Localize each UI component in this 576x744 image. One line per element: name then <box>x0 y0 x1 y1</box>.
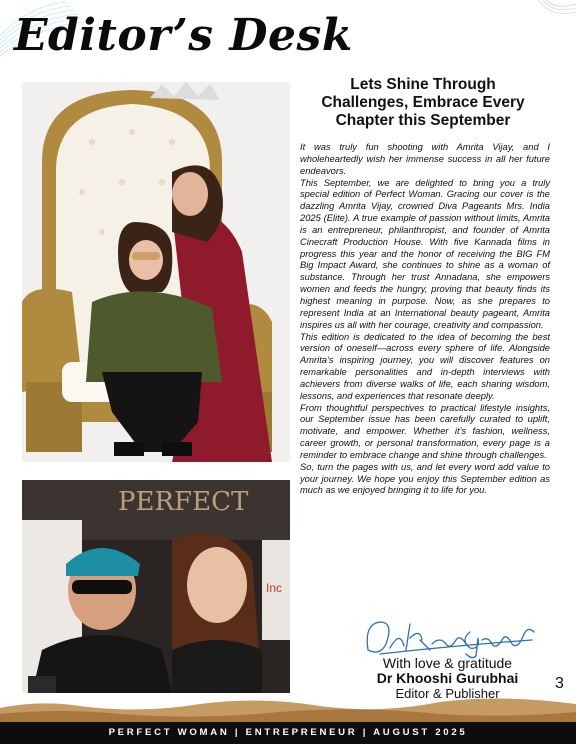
footer-text: PERFECT WOMAN | ENTREPRENEUR | AUGUST 2025 <box>108 727 468 738</box>
editor-role: Editor & Publisher <box>395 686 500 701</box>
headline-line-3: Chapter this September <box>335 112 511 129</box>
cover-photo-throne <box>22 82 290 462</box>
headline-line-1: Lets Shine Through <box>350 76 496 93</box>
page-title: Editor’s Desk <box>14 10 353 61</box>
body-paragraph: So, turn the pages with us, and let every word add value to your journey. We hope you enjoy this September edition as much as we enjoyed bringing it to life for you. <box>300 461 550 496</box>
sign-off-greeting: With love & gratitude <box>382 655 513 671</box>
desert-ground-decoration <box>0 688 576 722</box>
throne-photo-illustration <box>22 82 290 462</box>
headline-line-2: Challenges, Embrace Every <box>321 94 525 111</box>
article-body <box>300 142 550 497</box>
body-paragraph: From thoughtful perspectives to practical lifestyle insights, our September issue has been carefully curated to uplift, motivate, and empower. Whether it’s fashion, wellness, career growth, or personal transformation, every page is a reminder to embrace change and shine through challenges. <box>300 402 550 460</box>
editor-name: Dr Khooshi Gurubhai <box>376 670 519 686</box>
page-number: 3 <box>555 675 564 692</box>
body-paragraph: It was truly fun shooting with Amrita Vijay, and I wholeheartedly wish her immense success in all her future endeavors. <box>300 142 550 176</box>
backdrop-side-text: Inc <box>266 581 283 595</box>
handwritten-signature <box>360 610 540 660</box>
body-paragraph: This September, we are delighted to bring you a truly special edition of Perfect Woman. Gracing our cover is the dazzling Amrita Vijay, crowned Diva Pageants Mrs. India 2025 (Elite). A true example of passion without limits, Amrita is an entrepreneur, philanthropist, and founder of Amrita Cinecraft Production House. With five Kannada films in progress this year and the honor of receiving the BIG FM Big Impact Award, she continues to shine as a woman of substance. Through her trust Annadana, she empowers women and feeds the hungry, proving that beauty finds its highest meaning in purpose. Now, as she prepares to represent India at an International beauty pageant, Amrita inspires us all with her courage, creativity and compassion. <box>300 177 550 330</box>
article-headline <box>300 76 546 130</box>
event-photo <box>22 480 290 693</box>
event-photo-illustration <box>22 480 290 693</box>
backdrop-sign-text: PERFECT <box>118 487 249 517</box>
corner-swirl-decoration-right <box>516 0 576 30</box>
body-paragraph: This edition is dedicated to the idea of becoming the best version of oneself—across every sphere of life. Alongside Amrita’s inspiring journey, you will discover features on remarkable personalities and in-depth interviews with achievers from diverse walks of life, each sharing wisdom, lessons, and experiences that resonate deeply. <box>300 331 550 401</box>
